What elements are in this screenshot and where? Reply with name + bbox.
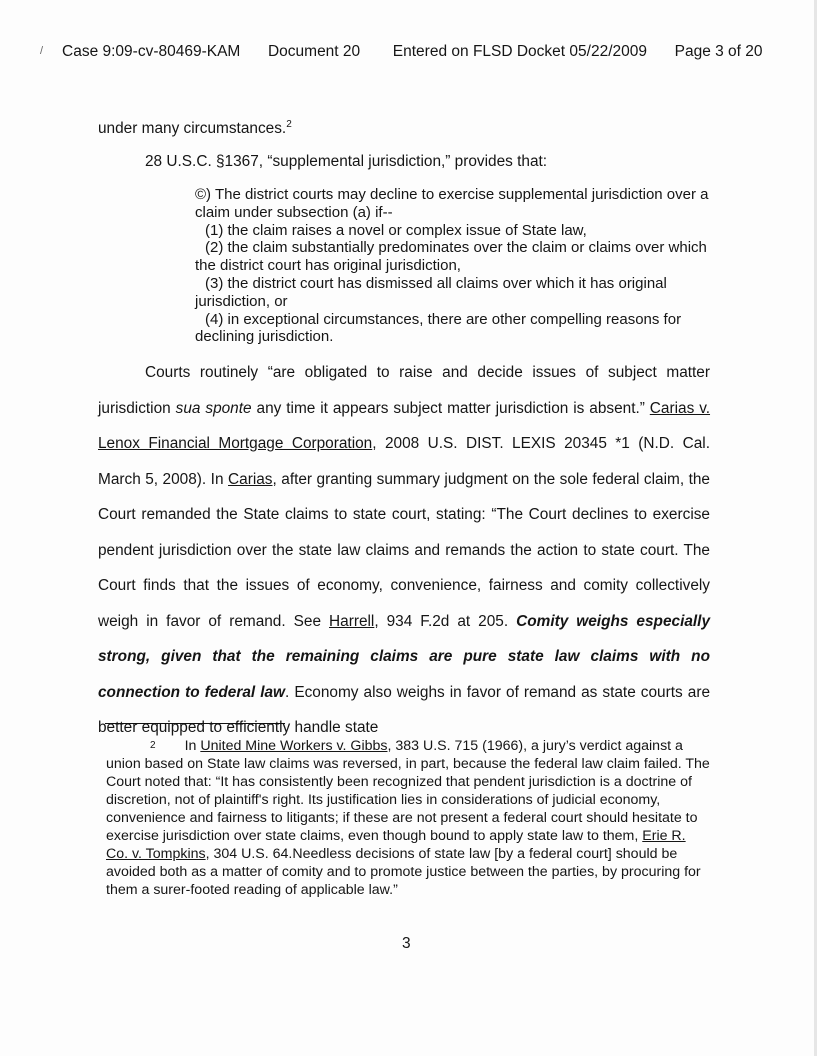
scan-mark: / bbox=[40, 45, 44, 57]
document-number: Document 20 bbox=[267, 43, 361, 60]
citation-erie: Erie R. Co. v. Tompkins bbox=[106, 828, 686, 862]
quote-item-3: (3) the district court has dismissed all claims over which it has original jurisdiction, or bbox=[195, 274, 667, 310]
footnote-ref: 2 bbox=[286, 118, 292, 130]
quote-item-1: (1) the claim raises a novel or complex issue of State law, bbox=[205, 221, 587, 239]
footnote-mark: 2 bbox=[150, 740, 156, 751]
entered-date: Entered on FLSD Docket 05/22/2009 bbox=[392, 43, 647, 60]
citation-carias: Carias bbox=[228, 470, 273, 488]
citation-gibbs: United Mine Workers v. Gibbs bbox=[200, 738, 388, 754]
statute-quote bbox=[195, 186, 711, 346]
page-of: Page 3 of 20 bbox=[674, 43, 763, 60]
statute-intro: 28 U.S.C. §1367, “supplemental jurisdiction,” provides that: bbox=[145, 153, 548, 170]
case-number: Case 9:09-cv-80469-KAM bbox=[62, 43, 241, 60]
paragraph-continuation: under many circumstances.$^2$ bbox=[98, 118, 292, 137]
emphasis-text: Comity weighs especially strong, given that the remaining claims are pure state law claims with no connection to federal law bbox=[98, 612, 711, 701]
page-number: 3 bbox=[402, 935, 411, 952]
main-paragraph: Courts routinely “are obligated to raise and decide issues of subject matter jurisdiction sua sponte any time it appears subject matter jurisdiction is absent.” Carias v. Lenox Financial Mortgage Corporation, 2008 U.S. DIST. LEXIS 20345 *1 (N.D. Cal. March 5, 2008). In Carias, after granting summary judgment on the sole federal claim, the Court remanded the State claims to state court, stating: “The Court declines to exercise pendent jurisdiction over the state law claims and remands the action to state court. The Court finds that the issues of economy, convenience, fairness and comity collectively weigh in favor of remand. See Harrell, 934 F.2d at 205. Comity weighs especially strong, given that the remaining claims are pure state law claims with no connection to federal law. Economy also weighs in favor of remand as state courts are better equipped to efficiently handle state bbox=[98, 364, 711, 736]
quote-item-2: (2) the claim substantially predominates over the claim or claims over which the district court has original jurisdiction, bbox=[195, 239, 707, 275]
quote-item-4: (4) in exceptional circumstances, there are other compelling reasons for declining jurisdiction. bbox=[195, 310, 682, 346]
sua-sponte: sua sponte bbox=[175, 399, 252, 417]
citation-harrell: Harrell bbox=[329, 612, 375, 630]
quote-intro: ©) The district courts may decline to exercise supplemental jurisdiction over a claim under subsection (a) if-- bbox=[195, 186, 709, 221]
citation-carias-full: Carias v. Lenox Financial Mortgage Corporation bbox=[98, 399, 711, 452]
docket-header bbox=[62, 43, 763, 61]
footnote-divider bbox=[105, 723, 285, 724]
footnote: $^2$ In United Mine Workers v. Gibbs, 383 U.S. 715 (1966), a jury’s verdict against a union based on State law claims was reversed, in part, because the federal law claim failed. The Court noted that: “It has consistently been recognized that pendent jurisdiction is a doctrine of discretion, not of plaintiff's right. Its justification lies in considerations of judicial economy, convenience and fairness to litigants; if these are not present a federal court should hesitate to exercise jurisdiction over state claims, even though bound to apply state law to them, Erie R. Co. v. Tompkins, 304 U.S. 64.Needless decisions of state law [by a federal court] should be avoided both as a matter of comity and to promote justice between the parties, by procuring for them a surer-footed reading of applicable law.” bbox=[106, 738, 710, 898]
